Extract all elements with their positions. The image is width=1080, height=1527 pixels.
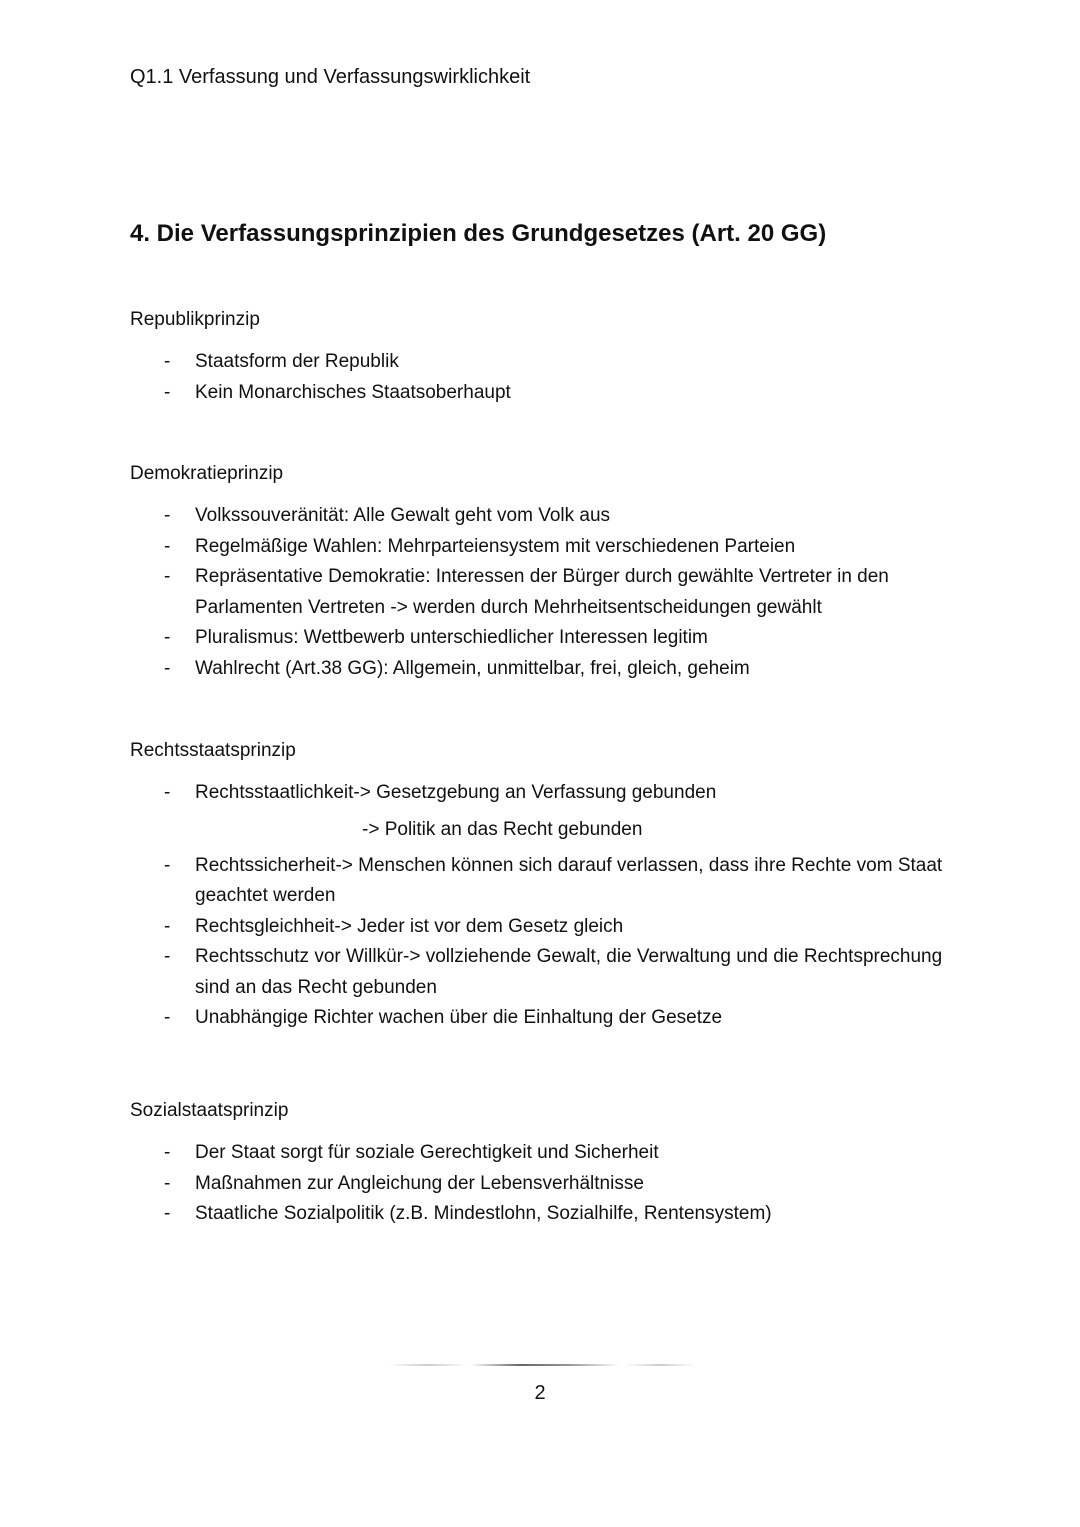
list-item — [130, 851, 955, 912]
section-heading: Rechtsstaatsprinzip — [130, 740, 296, 761]
section-heading: Republikprinzip — [130, 309, 260, 330]
bullet: - — [164, 1007, 171, 1028]
footer-divider — [470, 1364, 620, 1366]
item-text: Regelmäßige Wahlen: Mehrparteiensystem mit verschiedenen Parteien — [195, 535, 796, 557]
bullet: - — [164, 566, 171, 587]
bullet: - — [164, 351, 171, 372]
bullet: - — [164, 946, 171, 967]
bullet: - — [164, 657, 171, 679]
bullet: - — [164, 1142, 171, 1163]
item-text: Rechtsgleichheit-> Jeder ist vor dem Gesetz gleich — [195, 915, 624, 937]
bullet: - — [164, 1203, 171, 1224]
section-republikprinzip — [130, 305, 955, 408]
page-title: 4. Die Verfassungsprinzipien des Grundgesetzes (Art. 20 GG) — [130, 220, 827, 247]
item-text: Rechtssicherheit-> Menschen können sich darauf verlassen, dass ihre Rechte vom Staat geachtet werden — [195, 854, 943, 906]
bullet: - — [164, 535, 171, 557]
bullet: - — [164, 1172, 171, 1194]
list-item — [130, 347, 955, 378]
list-item — [130, 1199, 955, 1230]
item-text: Staatsform der Republik — [195, 351, 399, 372]
list-item — [130, 532, 955, 563]
item-text: Maßnahmen zur Angleichung der Lebensverhältnisse — [195, 1172, 644, 1194]
list-item — [130, 623, 955, 654]
list-item — [130, 378, 955, 409]
document-header: Q1.1 Verfassung und Verfassungswirklichkeit — [130, 66, 531, 88]
item-text: Volkssouveränität: Alle Gewalt geht vom Volk aus — [195, 505, 611, 526]
list-item — [130, 1138, 955, 1169]
list-item — [130, 562, 955, 623]
list-item — [130, 654, 955, 685]
page-number: 2 — [534, 1382, 546, 1404]
item-text: Kein Monarchisches Staatsoberhaupt — [195, 381, 511, 403]
list-item — [130, 1003, 955, 1034]
list-item — [130, 778, 955, 809]
section-demokratieprinzip — [130, 459, 955, 684]
list-item — [130, 912, 955, 943]
bullet: - — [164, 505, 171, 526]
bullet: - — [164, 381, 171, 403]
section-sozialstaatsprinzip — [130, 1096, 955, 1230]
bullet: - — [164, 854, 171, 876]
list-item — [130, 1169, 955, 1200]
list-item — [130, 942, 955, 1003]
bullet: - — [164, 782, 171, 803]
section-heading: Demokratieprinzip — [130, 463, 284, 484]
item-text: Staatliche Sozialpolitik (z.B. Mindestlohn, Sozialhilfe, Rentensystem) — [195, 1203, 772, 1224]
item-text: Rechtsschutz vor Willkür-> vollziehende Gewalt, die Verwaltung und die Rechtsprechung sind an das Recht gebunden — [195, 946, 943, 998]
item-text: Der Staat sorgt für soziale Gerechtigkeit und Sicherheit — [195, 1142, 659, 1163]
footer-divider — [388, 1364, 468, 1366]
section-heading: Sozialstaatsprinzip — [130, 1100, 289, 1121]
item-text: Pluralismus: Wettbewerb unterschiedlicher Interessen legitim — [195, 627, 708, 648]
item-text: Unabhängige Richter wachen über die Einhaltung der Gesetze — [195, 1007, 723, 1028]
sub-note: -> Politik an das Recht gebunden — [362, 818, 643, 840]
item-text: Rechtsstaatlichkeit-> Gesetzgebung an Verfassung gebunden — [195, 782, 717, 803]
bullet: - — [164, 627, 171, 648]
section-rechtsstaatsprinzip — [130, 736, 955, 1034]
bullet: - — [164, 915, 171, 937]
item-text: Repräsentative Demokratie: Interessen der Bürger durch gewählte Vertreter in den Parlamenten Vertreten -> werden durch Mehrheitsentscheidungen gewählt — [195, 566, 889, 618]
list-item — [130, 501, 955, 532]
item-text: Wahlrecht (Art.38 GG): Allgemein, unmittelbar, frei, gleich, geheim — [195, 657, 750, 679]
footer-divider — [624, 1364, 696, 1366]
